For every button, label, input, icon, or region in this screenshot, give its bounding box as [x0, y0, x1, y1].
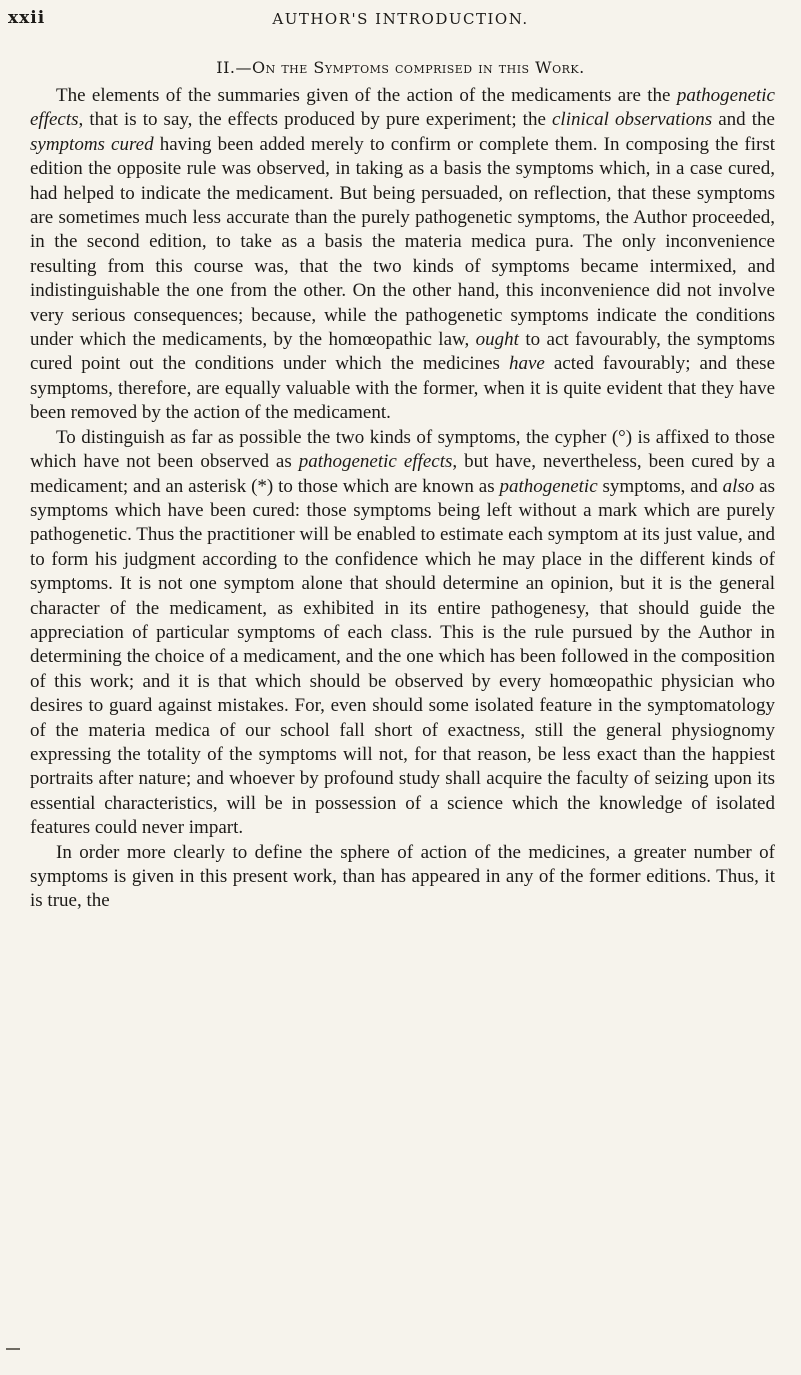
paragraph-1	[30, 84, 775, 426]
margin-mark	[6, 1348, 20, 1350]
running-head	[0, 8, 801, 32]
italic-phrase: symptoms cured	[30, 133, 154, 155]
italic-phrase: have	[508, 353, 545, 375]
text-run: In order more clearly to define the sphere of action of the medicines, a greater number of symptoms is given in this present work, than has appeared in any of the former editions. Thus, it is true, the	[30, 841, 775, 912]
text-run: To distinguish as far as possible the two kinds of symptoms, the cypher (°) is affixed to those which have not been observed as	[30, 426, 775, 473]
text-run: acted favourably; and these symptoms, therefore, are equally valuable with the former, when it is quite evident that they have been removed by the action of the medicament.	[30, 353, 775, 424]
text-run: , that is to say, the effects produced by pure experiment; the	[78, 109, 552, 131]
page-number: xxii	[8, 8, 46, 28]
italic-phrase: ought	[475, 329, 519, 351]
text-run: , but have, nevertheless, been cured by a medicament; and an asterisk (*) to those which are known as	[30, 451, 776, 497]
italic-phrase: pathogenetic	[499, 475, 598, 497]
text-run: having been added merely to confirm or complete them. In composing the first edition the opposite rule was observed, in taking as a basis the symptoms which, in a case cured, had helped to indicate the medicament. But being persuaded, on reflection, that these symptoms are sometimes much less accurate than the purely pathogenetic symptoms, the Author proceeded, in the second edition, to take as a basis the materia medica pura. The only inconvenience resulting from this course was, that the two kinds of symptoms became intermixed, and indistinguishable the one from the other. On the other hand, this inconvenience did not involve very serious consequences; because, while the pathogenetic symptoms indicate the conditions under which the medicaments, by the homœopathic law,	[30, 133, 776, 351]
italic-phrase: clinical observations	[551, 109, 713, 131]
text-run: as symptoms which have been cured: those symptoms being left without a mark which are purely pathogenetic. Thus the practitioner will be enabled to estimate each symptom at its just value, and to form his judgment according to the confidence which he may place in the different kinds of symptoms. It is not one symptom alone that should determine an opinion, but it is the general character of the medicament, as exhibited in its entire pathogenesy, that should guide the appreciation of particular symptoms of each class. This is the rule pursued by the Author in determining the choice of a medicament, and the one which has been followed in the composition of this work; and it is that which should be observed by every homœopathic physician who desires to guard against mistakes. For, even should some isolated feature in the symptomatology of the materia medica of our school fall short of exactness, still the general physiognomy expressing the totality of the symptoms will not, for that reason, be less exact than the happiest portraits after nature; and whoever by profound study shall acquire the faculty of seizing upon its essential characteristics, will be in possession of a science which the knowledge of isolated features could never impart.	[30, 475, 776, 839]
italic-phrase: also	[722, 475, 755, 497]
text-run: and the	[712, 109, 775, 131]
text-run: The elements of the summaries given of the action of the medicaments are the	[56, 85, 677, 106]
italic-phrase: pathogenetic effects	[298, 451, 453, 473]
italic-phrase: pathogenetic effects	[30, 85, 775, 131]
text-run: symptoms, and	[597, 475, 723, 497]
body-text	[30, 84, 775, 914]
text-run: to act favourably, the symptoms cured point out the conditions under which the medicines	[30, 329, 775, 375]
section-heading: II.—On the Symptoms comprised in this Work.	[216, 58, 585, 77]
paragraph-2	[30, 426, 775, 841]
running-title: AUTHOR'S INTRODUCTION.	[272, 10, 529, 28]
paragraph-3	[30, 841, 775, 914]
